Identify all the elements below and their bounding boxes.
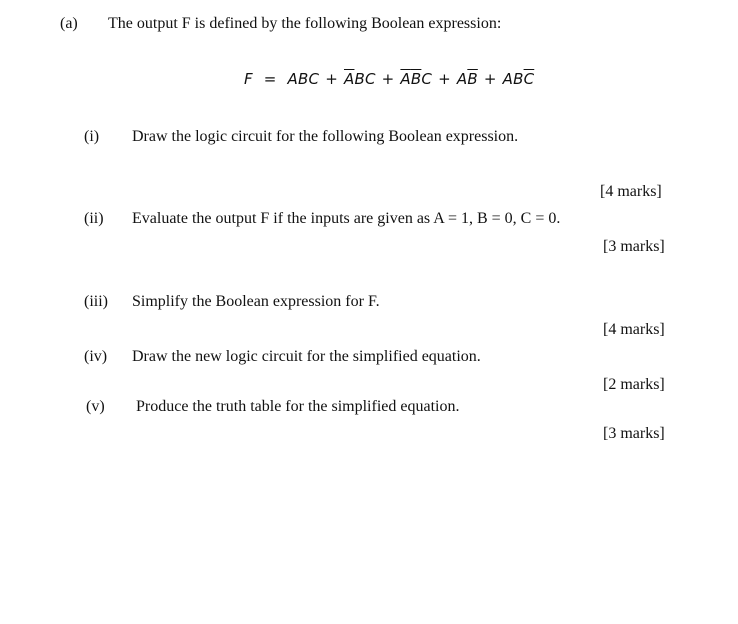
boolean-equation — [244, 68, 534, 90]
question-number: (ii) — [84, 210, 104, 227]
question-number: (v) — [86, 398, 105, 415]
part-label: (a) — [60, 15, 78, 32]
question-number: (iv) — [84, 348, 108, 365]
equation-equals: = — [263, 70, 277, 88]
equation-term — [344, 68, 376, 90]
equation-literal: C — [364, 70, 376, 88]
equation-literal: A — [287, 70, 299, 88]
question-text: Draw the logic circuit for the following Boolean expression. — [132, 128, 519, 145]
equation-lhs: F — [244, 70, 253, 88]
question-number: (i) — [84, 128, 100, 145]
question-text: Produce the truth table for the simplified equation. — [136, 398, 460, 415]
equation-term — [400, 68, 432, 90]
equation-literal: A — [456, 70, 468, 88]
equation-literal: $\overline{B}$ — [467, 70, 478, 88]
equation-literal: C — [308, 70, 320, 88]
question-text: Evaluate the output F if the inputs are given as A = 1, B = 0, C = 0. — [132, 210, 561, 227]
equation-plus: + — [325, 70, 338, 88]
equation-literal: B — [354, 70, 365, 88]
equation-plus: + — [381, 70, 395, 88]
equation-plus: + — [438, 70, 451, 88]
equation-literal: B — [513, 70, 524, 88]
equation-plus: + — [483, 70, 497, 88]
equation-terms — [288, 70, 535, 88]
equation-literal: $\overline{C}$ — [523, 70, 535, 88]
question-text: Simplify the Boolean expression for F. — [132, 293, 380, 310]
question-text: Draw the new logic circuit for the simplified equation. — [132, 348, 481, 365]
equation-term — [457, 68, 478, 90]
question-marks: [3 marks] — [603, 238, 665, 255]
question-number: (iii) — [84, 293, 108, 310]
equation-literal: A — [502, 70, 514, 88]
equation-literal: $\overline{A}$ — [343, 70, 355, 88]
equation-literal: $\overline{B}$ — [410, 70, 422, 88]
equation-literal: C — [421, 70, 433, 88]
equation-term — [288, 68, 320, 90]
question-marks: [4 marks] — [600, 183, 662, 200]
question-marks: [3 marks] — [603, 425, 665, 442]
equation-term — [503, 68, 535, 90]
question-marks: [2 marks] — [603, 376, 665, 393]
part-intro-text: The output F is defined by the following Boolean expression: — [108, 15, 502, 32]
equation-literal: $\overline{A}$ — [400, 70, 411, 88]
equation-literal: B — [298, 70, 309, 88]
question-marks: [4 marks] — [603, 321, 665, 338]
